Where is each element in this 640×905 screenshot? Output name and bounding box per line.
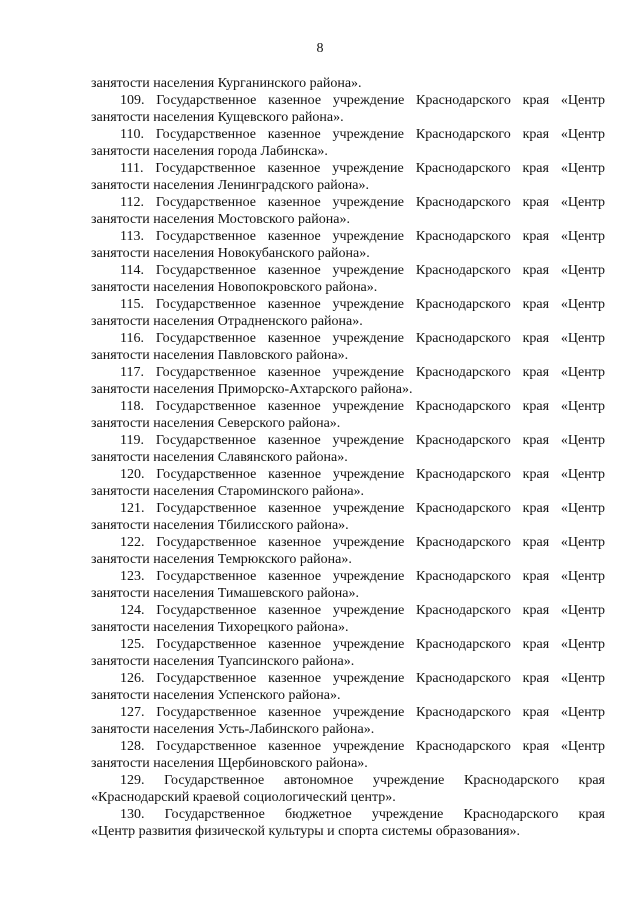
list-item-first-line: 121. Государственное казенное учреждение Краснодарского края «Центр [120, 501, 605, 516]
list-item-first-line: 117. Государственное казенное учреждение Краснодарского края «Центр [120, 365, 605, 380]
page-number: 8 [316, 41, 324, 56]
list-item-second-line: «Краснодарский краевой социологический центр». [91, 790, 396, 805]
list-item-first-line: 126. Государственное казенное учреждение Краснодарского края «Центр [120, 671, 605, 686]
list-item [91, 636, 605, 670]
list-item-second-line: занятости населения Новокубанского района». [91, 246, 370, 261]
document-body [91, 75, 605, 840]
list-item-second-line: занятости населения Староминского района». [91, 484, 365, 499]
list-item-first-line: 115. Государственное казенное учреждение Краснодарского края «Центр [120, 297, 605, 312]
list-item [91, 466, 605, 500]
list-item-first-line: 123. Государственное казенное учреждение Краснодарского края «Центр [120, 569, 605, 584]
list-item-second-line: занятости населения Новопокровского района». [91, 280, 378, 295]
list-item-first-line: 120. Государственное казенное учреждение Краснодарского края «Центр [120, 467, 605, 482]
list-item-second-line: занятости населения Ленинградского района». [91, 178, 369, 193]
list-item-second-line: занятости населения Туапсинского района». [91, 654, 355, 669]
list-item [91, 704, 605, 738]
list-item-second-line: занятости населения Щербиновского района». [91, 756, 368, 771]
list-item [91, 772, 605, 806]
list-item [91, 602, 605, 636]
list-item-first-line: 130. Государственное бюджетное учреждение Краснодарского края [120, 807, 605, 822]
lead-line: занятости населения Курганинского района». [91, 76, 362, 91]
list-item-first-line: 118. Государственное казенное учреждение Краснодарского края «Центр [120, 399, 605, 414]
list-item-first-line: 122. Государственное казенное учреждение Краснодарского края «Центр [120, 535, 605, 550]
list-item [91, 432, 605, 466]
list-item [91, 738, 605, 772]
list-item-first-line: 109. Государственное казенное учреждение Краснодарского края «Центр [120, 93, 605, 108]
list-item-first-line: 112. Государственное казенное учреждение Краснодарского края «Центр [120, 195, 605, 210]
list-item-second-line: занятости населения Приморско-Ахтарского района». [91, 382, 413, 397]
list-item-second-line: занятости населения Усть-Лабинского района». [91, 722, 375, 737]
list-item-first-line: 110. Государственное казенное учреждение Краснодарского края «Центр [120, 127, 605, 142]
list-item-second-line: занятости населения Тбилисского района». [91, 518, 349, 533]
list-item-second-line: занятости населения Темрюкского района». [91, 552, 352, 567]
list-item-second-line: «Центр развития физической культуры и спорта системы образования». [91, 824, 521, 839]
list-item [91, 126, 605, 160]
list-item-first-line: 114. Государственное казенное учреждение Краснодарского края «Центр [120, 263, 605, 278]
list-item-second-line: занятости населения Тихорецкого района». [91, 620, 349, 635]
list-item-second-line: занятости населения Северского района». [91, 416, 341, 431]
list-item [91, 262, 605, 296]
list-item-second-line: занятости населения Отрадненского района». [91, 314, 363, 329]
list-item-second-line: занятости населения Кущевского района». [91, 110, 344, 125]
list-item-first-line: 113. Государственное казенное учреждение Краснодарского края «Центр [120, 229, 605, 244]
list-item [91, 398, 605, 432]
list-item-second-line: занятости населения Успенского района». [91, 688, 341, 703]
list-item [91, 194, 605, 228]
list-item-second-line: занятости населения Славянского района». [91, 450, 348, 465]
list-item-first-line: 116. Государственное казенное учреждение Краснодарского края «Центр [120, 331, 605, 346]
list-item-first-line: 128. Государственное казенное учреждение Краснодарского края «Центр [120, 739, 605, 754]
list-item-second-line: занятости населения Тимашевского района». [91, 586, 360, 601]
list-item-first-line: 129. Государственное автономное учреждение Краснодарского края [120, 773, 605, 788]
list-item-first-line: 127. Государственное казенное учреждение Краснодарского края «Центр [120, 705, 605, 720]
list-item [91, 228, 605, 262]
list-item-first-line: 119. Государственное казенное учреждение Краснодарского края «Центр [120, 433, 605, 448]
list-item-second-line: занятости населения Мостовского района». [91, 212, 350, 227]
items-list [91, 92, 605, 840]
list-item-second-line: занятости населения города Лабинска». [91, 144, 328, 159]
list-item-first-line: 125. Государственное казенное учреждение Краснодарского края «Центр [120, 637, 605, 652]
list-item [91, 806, 605, 840]
list-item-second-line: занятости населения Павловского района». [91, 348, 349, 363]
list-item [91, 364, 605, 398]
list-item [91, 160, 605, 194]
list-item [91, 670, 605, 704]
list-item [91, 568, 605, 602]
list-item [91, 296, 605, 330]
list-item [91, 330, 605, 364]
list-item-first-line: 111. Государственное казенное учреждение Краснодарского края «Центр [120, 161, 605, 176]
list-item [91, 534, 605, 568]
list-item-first-line: 124. Государственное казенное учреждение Краснодарского края «Центр [120, 603, 605, 618]
list-item [91, 92, 605, 126]
list-item [91, 500, 605, 534]
